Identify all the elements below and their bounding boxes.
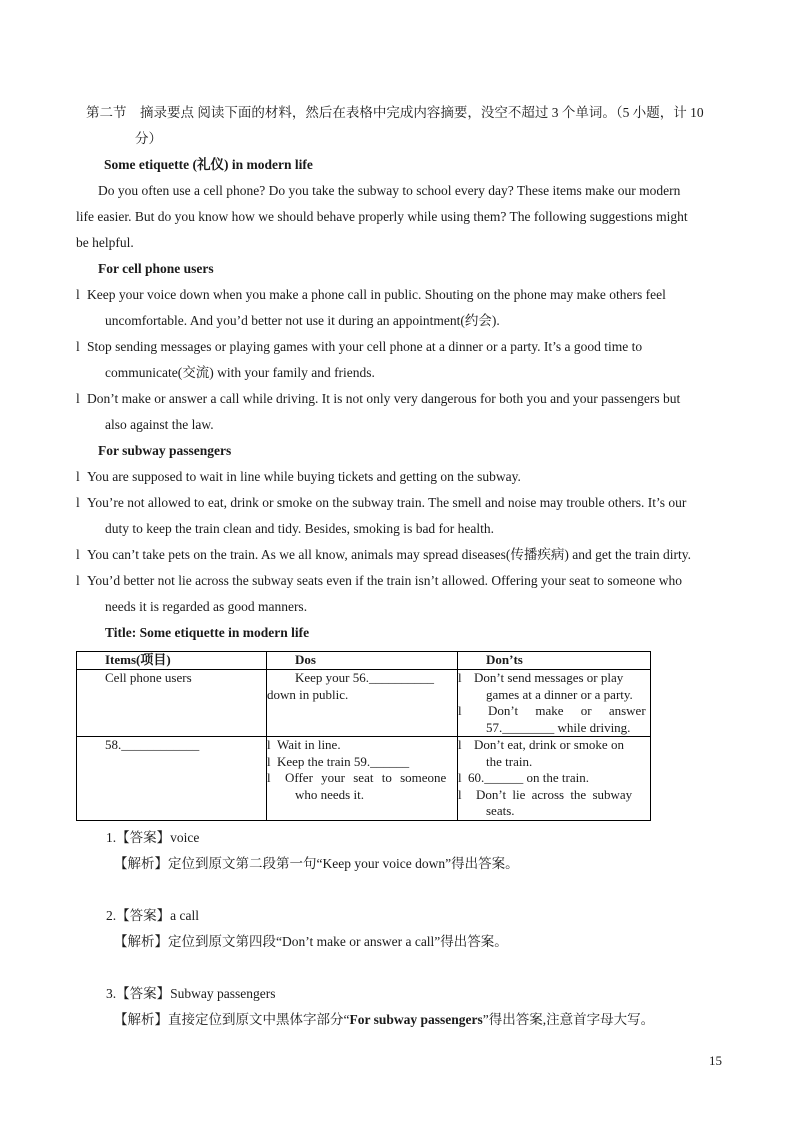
dos-cell: l Wait in line. l Keep the train 59.______ l Offer your seat to someone who needs it.: [267, 737, 458, 821]
document-page: 第二节 摘录要点 阅读下面的材料，然后在表格中完成内容摘要，没空不超过 3 个单词。（5 小题，计 10 分） Some etiquette (礼仪) in modern life Do you often use a cell phone? Do you take the subway to school every day? These items make our modern life easier. But do you know how we should behave properly while using them? The following suggestions might be helpful. For cell phone users l Keep your voice down when you make a phone call in public. Shouting on the phone may make others feel uncomfortable. And you’d better not use it during an appointment(约会). l Stop sending messages or playing games with your cell phone at a dinner or a party. It’s a good time to communicate(交流) with your family and friends. l Don’t make or answer a call while driving. It is not only very dangerous for both you and your passengers but also against the law. For subway passengers l You are supposed to wait in line while buying tickets and getting on the subway. l You’re not allowed to eat, drink or smoke on the subway train. The smell and noise may trouble others. It’s our duty to keep the train clean and tidy. Besides, smoking is bad for health. l You can’t take pets on the train. As we all know, animals may spread diseases(传播疾病) and get the train dirty. l You’d better not lie across the subway seats even if the train isn’t allowed. Offering your seat to someone who needs it is regarded as good manners. Title: Some etiquette in modern life Items(项目) Dos Don’ts Cell phone users Keep your 56.__________ down in public. l Don’t send messages or play games at a dinner or a party. l Don’t make or answer 57.________ while driving. 58.____________ l Wait in line. l Keep the train 59.______ l Offer your seat to someone who needs it. l Don’t eat, drink or smoke on the train. l 60.______ on the train. l Don’t lie across the subway seats. 1.【答案】voice 【解析】定位到原文第二段第一句“Keep your voice down”得出答案。 2.【答案】a call 【解析】定位到原文第四段“Don’t make or answer a call”得出答案。 3.【答案】Subway passengers 【解析】直接定位到原文中黑体字部分“For subway passengers”得出答案,注意首字母大写。: [76, 100, 726, 1033]
table-row: [77, 737, 651, 821]
bullet-mark: l: [76, 495, 80, 510]
dos-cell: Keep your 56.__________ down in public.: [267, 670, 458, 737]
item-cell: 58.____________: [77, 737, 267, 821]
cell-bullet: l Don’t make or answer: [458, 703, 646, 718]
bullet-item: l You are supposed to wait in line while buying tickets and getting on the subway.: [76, 464, 726, 490]
bullet-item: l Keep your voice down when you make a phone call in public. Shouting on the phone may make others feel: [76, 282, 726, 308]
cell-bullet: l Offer your seat to someone: [267, 770, 447, 785]
bullet-mark: l: [76, 547, 80, 562]
analysis-line: 【解析】直接定位到原文中黑体字部分“For subway passengers”得出答案,注意首字母大写。: [114, 1011, 655, 1027]
donts-cell: l Don’t send messages or play games at a dinner or a party. l Don’t make or answer 57.________ while driving.: [458, 670, 651, 737]
section-header: 第二节 摘录要点 阅读下面的材料，然后在表格中完成内容摘要，没空不超过 3 个单词。（5 小题，计 10: [86, 105, 704, 120]
header-donts: Don’ts: [458, 652, 651, 670]
subway-heading: For subway passengers: [98, 443, 232, 458]
header-dos: Dos: [267, 652, 458, 670]
page-number: 15: [709, 1053, 722, 1068]
answer-line: 2.【答案】a call: [106, 907, 199, 923]
cell-heading: For cell phone users: [98, 261, 214, 276]
bullet-mark: l: [76, 573, 80, 588]
cell-bullet: l Wait in line.: [267, 737, 341, 752]
cell-bullet: l Don’t lie across the subway: [458, 786, 633, 802]
section-header-cont: 分）: [135, 131, 162, 146]
cell-bullet: l 60.______ on the train.: [458, 770, 589, 785]
cell-bullet: l Don’t eat, drink or smoke on: [458, 737, 624, 752]
cell-bullet: l Keep the train 59.______: [267, 753, 410, 769]
table-row: [77, 670, 651, 737]
summary-table: [76, 651, 651, 821]
item-cell: Cell phone users: [77, 670, 267, 737]
bullet-item: l Don’t make or answer a call while driving. It is not only very dangerous for both you and your passengers but: [76, 386, 726, 412]
analysis-line: 【解析】定位到原文第四段“Don’t make or answer a call”得出答案。: [114, 933, 508, 949]
table-title: Title: Some etiquette in modern life: [105, 625, 310, 640]
answer-line: 3.【答案】Subway passengers: [106, 985, 276, 1001]
header-items: Items(项目): [77, 652, 267, 670]
bullet-mark: l: [76, 391, 80, 406]
analysis-line: 【解析】定位到原文第二段第一句“Keep your voice down”得出答案。: [114, 855, 519, 871]
bullet-item: l You’d better not lie across the subway seats even if the train isn’t allowed. Offering your seat to someone who: [76, 568, 726, 594]
donts-cell: l Don’t eat, drink or smoke on the train. l 60.______ on the train. l Don’t lie across the subway seats.: [458, 737, 651, 821]
answer-line: 1.【答案】voice: [106, 829, 200, 845]
bullet-mark: l: [76, 469, 80, 484]
bullet-mark: l: [76, 287, 80, 302]
answers-section: [76, 825, 726, 1033]
intro-line: life easier. But do you know how we should behave properly while using them? The following suggestions might: [76, 209, 688, 224]
bullet-mark: l: [76, 339, 80, 354]
article-title: Some etiquette (礼仪) in modern life: [104, 157, 313, 172]
intro-line: Do you often use a cell phone? Do you take the subway to school every day? These items make our modern: [98, 183, 681, 198]
bullet-item: l Stop sending messages or playing games with your cell phone at a dinner or a party. It’s a good time to: [76, 334, 726, 360]
bullet-item: l You can’t take pets on the train. As we all know, animals may spread diseases(传播疾病) and get the train dirty.: [76, 542, 726, 568]
bullet-item: l You’re not allowed to eat, drink or smoke on the subway train. The smell and noise may trouble others. It’s our: [76, 490, 726, 516]
cell-bullet: l Don’t send messages or play: [458, 670, 624, 685]
intro-line: be helpful.: [76, 235, 134, 250]
table-header-row: [77, 652, 651, 670]
